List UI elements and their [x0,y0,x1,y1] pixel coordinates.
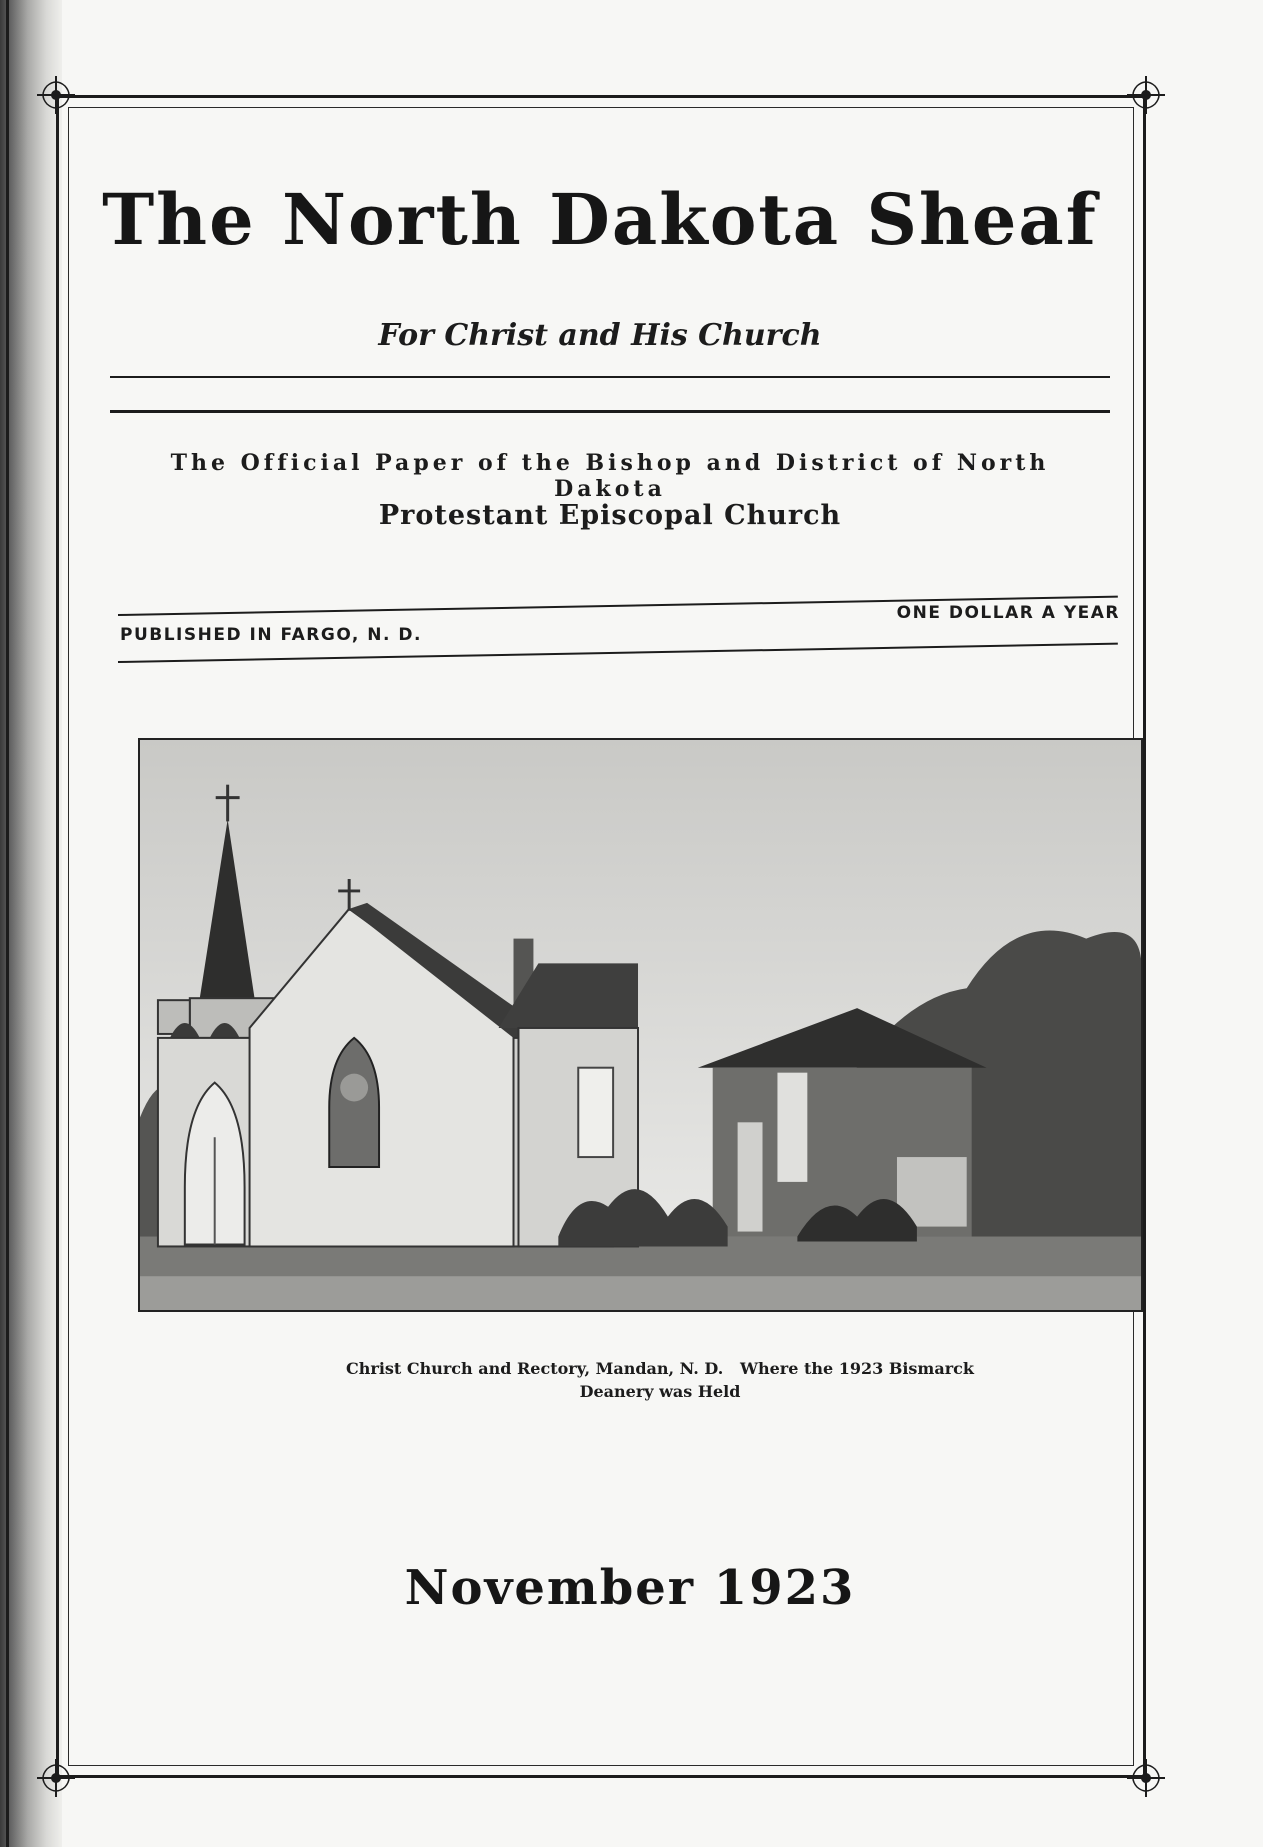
photo-caption-line-1: Christ Church and Rectory, Mandan, N. D. Where the 1923 Bismarck [346,1359,974,1378]
corner-ornament-icon [1123,1755,1169,1801]
header-rule-top [110,376,1110,378]
corner-ornament-icon [1123,72,1169,118]
header-rule-bottom [110,410,1110,413]
official-paper-line: The Official Paper of the Bishop and District of North Dakota [170,450,1050,502]
corner-ornament-icon [33,72,79,118]
corner-ornament-icon [33,1755,79,1801]
church-name: Protestant Episcopal Church [378,500,842,531]
church-photograph [138,738,1143,1312]
subscription-price: ONE DOLLAR A YEAR [896,603,1120,623]
masthead-title: The North Dakota Sheaf [102,178,1098,261]
issue-date: November 1923 [404,1560,856,1616]
masthead-tagline: For Christ and His Church [378,318,822,353]
binding-edge [6,0,9,1847]
photo-caption-line-2: Deanery was Held [579,1382,741,1401]
book-binding [0,0,62,1847]
photo-caption [300,1357,1020,1403]
publication-place: PUBLISHED IN FARGO, N. D. [120,625,422,645]
